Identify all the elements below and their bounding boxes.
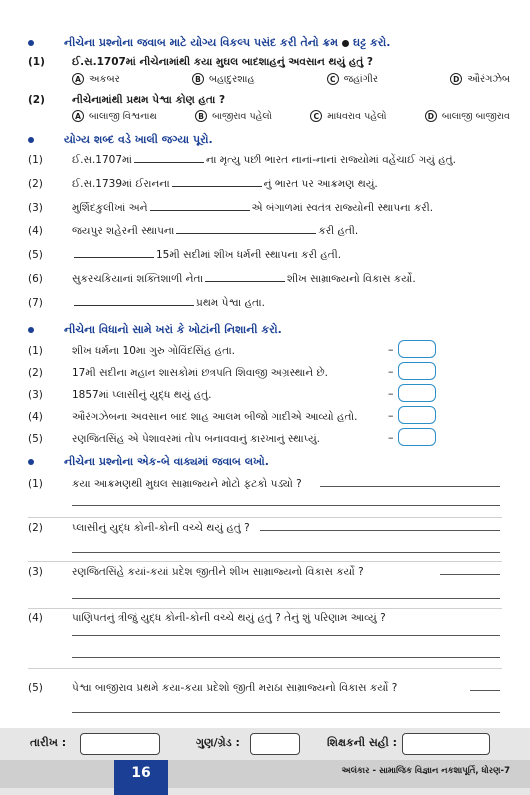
fill-item-7: (7) પ્રથમ પેશ્વા હતા. [28,297,265,309]
answer-line[interactable] [470,690,500,691]
answer-line[interactable] [72,552,500,553]
answer-line[interactable] [320,486,500,487]
fill-item-5: (5) 15મી સદીમાં શીખ ધર્મની સ્થાપના કરી હતી. [28,249,342,261]
blank-field[interactable] [172,177,262,187]
blank-field[interactable] [176,224,316,234]
option-c[interactable]: C માધવરાવ પહેલો [310,110,386,122]
blank-field[interactable] [74,248,154,258]
true-false-answer-box[interactable] [398,428,436,446]
answer-line[interactable] [72,598,500,599]
page-number: 16 [114,760,168,795]
answer-line[interactable] [72,635,500,636]
answer-line[interactable] [72,712,500,713]
bullet-icon [28,40,34,46]
option-b[interactable]: B બહાદુરશાહ [192,73,255,85]
answer-line[interactable] [440,574,500,575]
option-a[interactable]: A અકબર [72,73,120,85]
option-d[interactable]: D ઔરંગઝેબ [450,73,510,85]
fill-item-2: (2) ઈ.સ.1739માં ઈરાનના નું ભારત પર આક્રમણ થયું. [28,178,378,190]
true-false-answer-box[interactable] [398,406,436,424]
short-answer-question-2: (2) પ્લાસીનું યુદ્ધ કોની-કોની વચ્ચે થયું હતું ? [28,522,250,534]
teacher-signature-label: શિક્ષકની સહી : [327,736,397,749]
option-c[interactable]: C જહાંગીર [327,73,378,85]
option-b[interactable]: B બાજીરાવ પહેલો [195,110,272,122]
section-true-false-heading: નીચેના વિધાનો સામે ખરાં કે ખોટાંની નિશાની કરો. [28,323,282,337]
blank-field[interactable] [134,153,204,163]
worksheet-page: નીચેના પ્રશ્નોના જવાબ માટે યોગ્ય વિકલ્પ પસંદ કરી તેનો ક્રમ ઘટ્ટ કરો. (1) ઈ.સ.1707માં નીચેનામાંથી કયા મુઘલ બાદશાહનું અવસાન થયું હતું ? A અકબર B બહાદુરશાહ C જહાંગીર D ઔરંગઝેબ (2) નીચેનામાંથી પ્રથમ પેશ્વા કોણ હતા ? A બાલાજી વિશ્વનાથ B બાજીરાવ પહેલો C માધવરાવ પહેલો D બાલાજી બાજીરાવ યોગ્ય શબ્દ વડે ખાલી જગ્યા પૂરો. (1) ઈ.સ.1707માં ના મૃત્યુ પછી ભારત નાનાં-નાનાં રાજ્યોમાં વહેંચાઈ ગયું હતું. (2) ઈ.સ.1739માં ઈરાનના નું ભારત પર આક્રમણ થયું. (3) મુર્શિદકુલીખાં અને એ બંગાળમાં સ્વતંત્ર રાજ્યોની સ્થાપના કરી. (4) જયપુર શહેરની સ્થાપના કરી હતી. (5) 15મી સદીમાં શીખ ધર્મની સ્થાપના કરી હતી. (6) સુકરચકિયાનાં શક્તિશાળી નેતા શીખ સામ્રાજ્યનો વિકાસ કર્યો. (7) પ્રથમ પેશ્વા હતા. નીચેના વિધાનો સામે ખરાં કે ખોટાંની નિશાની કરો. (1) શીખ ધર્મના 10મા ગુરુ ગોવિંદસિંહ હતા. – (2) 17મી સદીના મહાન શાસકોમાં છત્રપતિ શિવાજી અગ્રસ્થાને છે. – (3) 1857માં પ્લાસીનું યુદ્ધ થયું હતું. – (4) ઔરંગઝેબના અવસાન બાદ શાહ આલમ બીજો ગાદીએ આવ્યો હતો. – (5) રણજિતસિંહ એ પેશાવરમાં તોપ બનાવવાનું કારખાનું સ્થાપ્યું. – નીચેના પ્રશ્નોના એક-બે વાક્યમાં જવાબ લખો. (1) કયા આક્રમણથી મુઘલ સામ્રાજ્યને મોટો ફટકો પડ્યો ? (2) પ્લાસીનું યુદ્ધ કોની-કોની વચ્ચે થયું હતું ? (3) રણજિતસિંહે કયાં-કયાં પ્રદેશ જીતીને શીખ સામ્રાજ્યનો વિકાસ કર્યો ? (4) પાણિપતનું ત્રીજું યુદ્ધ કોની-કોની વચ્ચે થયું હતું ? તેનું શું પરિણામ આવ્યું ? (5) પેશ્વા બાજીરાવ પ્રથમે કયા-કયા પ્રદેશો જીતી મરાઠા સામ્રાજ્યનો વિકાસ કર્યો ? તારીખ : ગુણ/ગ્રેડ : શિક્ષકની સહી : 16 અલંકાર - સામાજિક વિજ્ઞાન નકશાપૂર્તિ, ધોરણ-7 [0,0,530,795]
grade-field[interactable] [250,733,300,755]
section-fill-blanks-heading: યોગ્ય શબ્દ વડે ખાલી જગ્યા પૂરો. [28,133,213,147]
short-answer-question-1: (1) કયા આક્રમણથી મુઘલ સામ્રાજ્યને મોટો ફટકો પડ્યો ? [28,478,302,490]
true-false-answer-box[interactable] [398,362,436,380]
fill-item-6: (6) સુકરચકિયાનાં શક્તિશાળી નેતા શીખ સામ્રાજ્યનો વિકાસ કર્યો. [28,273,416,285]
tf-item-2: (2) 17મી સદીના મહાન શાસકોમાં છત્રપતિ શિવાજી અગ્રસ્થાને છે. [28,367,328,379]
section-mcq-heading: નીચેના પ્રશ્નોના જવાબ માટે યોગ્ય વિકલ્પ પસંદ કરી તેનો ક્રમ ઘટ્ટ કરો. [28,36,390,50]
fill-item-4: (4) જયપુર શહેરની સ્થાપના કરી હતી. [28,225,359,237]
date-field[interactable] [80,733,160,755]
mcq-question-1: (1) ઈ.સ.1707માં નીચેનામાંથી કયા મુઘલ બાદશાહનું અવસાન થયું હતું ? [28,56,374,68]
fill-item-1: (1) ઈ.સ.1707માં ના મૃત્યુ પછી ભારત નાનાં-નાનાં રાજ્યોમાં વહેંચાઈ ગયું હતું. [28,154,456,166]
blank-field[interactable] [205,272,285,282]
bullet-icon [28,327,34,333]
answer-line[interactable] [72,657,500,658]
bullet-icon [28,459,34,465]
mcq-options-1 [72,73,510,85]
grade-label: ગુણ/ગ્રેડ : [196,736,240,749]
option-d[interactable]: D બાલાજી બાજીરાવ [425,110,510,122]
tf-item-1: (1) શીખ ધર્મના 10મા ગુરુ ગોવિંદસિંહ હતા. [28,345,235,357]
short-answer-question-3: (3) રણજિતસિંહે કયાં-કયાં પ્રદેશ જીતીને શીખ સામ્રાજ્યનો વિકાસ કર્યો ? [28,566,364,578]
short-answer-question-4: (4) પાણિપતનું ત્રીજું યુદ્ધ કોની-કોની વચ્ચે થયું હતું ? તેનું શું પરિણામ આવ્યું ? [28,612,386,624]
signature-field[interactable] [402,733,490,755]
blank-field[interactable] [150,201,250,211]
section-short-answer-heading: નીચેના પ્રશ્નોના એક-બે વાક્યમાં જવાબ લખો. [28,455,269,469]
tf-item-5: (5) રણજિતસિંહ એ પેશાવરમાં તોપ બનાવવાનું કારખાનું સ્થાપ્યું. [28,433,321,445]
blank-field[interactable] [74,296,194,306]
book-title: અલંકાર - સામાજિક વિજ્ઞાન નકશાપૂર્તિ, ધોરણ-7 [341,766,510,776]
true-false-answer-box[interactable] [398,340,436,358]
fill-item-3: (3) મુર્શિદકુલીખાં અને એ બંગાળમાં સ્વતંત્ર રાજ્યોની સ્થાપના કરી. [28,202,434,214]
option-a[interactable]: A બાલાજી વિશ્વનાથ [72,110,157,122]
short-answer-question-5: (5) પેશ્વા બાજીરાવ પ્રથમે કયા-કયા પ્રદેશો જીતી મરાઠા સામ્રાજ્યનો વિકાસ કર્યો ? [28,682,398,694]
filled-dot-icon [342,40,349,47]
bullet-icon [28,137,34,143]
mcq-options-2 [72,110,510,122]
true-false-answer-box[interactable] [398,384,436,402]
tf-item-3: (3) 1857માં પ્લાસીનું યુદ્ધ થયું હતું. [28,389,212,401]
answer-line[interactable] [72,505,500,506]
date-label: તારીખ : [30,736,67,749]
answer-line[interactable] [260,530,500,531]
mcq-question-2: (2) નીચેનામાંથી પ્રથમ પેશ્વા કોણ હતા ? [28,94,226,106]
tf-item-4: (4) ઔરંગઝેબના અવસાન બાદ શાહ આલમ બીજો ગાદીએ આવ્યો હતો. [28,411,358,423]
